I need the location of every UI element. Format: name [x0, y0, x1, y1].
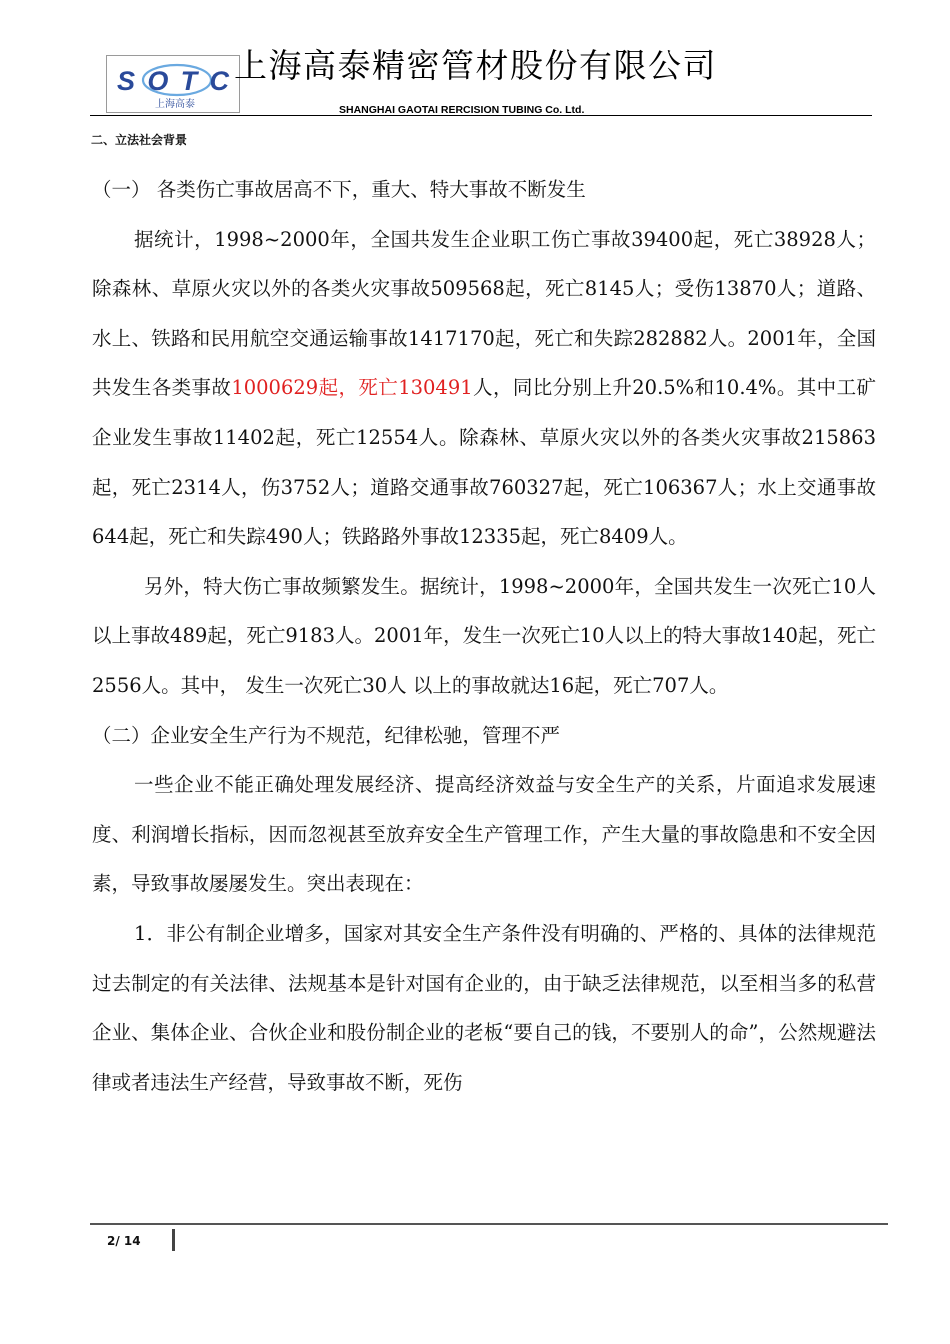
- paragraph-statistics: [92, 215, 876, 562]
- subheading-1: （一） 各类伤亡事故居高不下，重大、特大事故不断发生: [92, 178, 586, 201]
- logo-text: SOTC: [117, 66, 229, 96]
- company-name-cn: 上海高泰精密管材股份有限公司: [234, 46, 717, 85]
- p1-highlight: 1000629起，死亡130491: [231, 376, 473, 400]
- paragraph-enterprise-behavior: 一些企业不能正确处理发展经济、提高经济效益与安全生产的关系，片面追求发展速度、利润增长指标，因而忽视甚至放弃安全生产管理工作，产生大量的事故隐患和不安全因素，导致事故屡屡发生。突出表现在：: [92, 773, 876, 896]
- subheading-2: （二）企业安全生产行为不规范，纪律松驰，管理不严: [92, 723, 561, 747]
- document-body: [92, 165, 876, 1107]
- footer-bar: [172, 1229, 175, 1251]
- p1-text-after: 人，同比分别上升20.5%和10.4%。其中工矿企业发生事故11402起，死亡12554人。除森林、草原火灾以外的各类火灾事故215863起，死亡2314人，伤3752人；道路交通事故760327起，死亡106367人；水上交通事故644起，死亡和失踪490人；铁路路外事故12335起，死亡8409人。: [92, 376, 876, 549]
- sotc-logo-icon: [107, 56, 239, 112]
- logo-subtitle: 上海高泰: [155, 99, 195, 110]
- section-title: 二、立法社会背景: [91, 133, 188, 147]
- paragraph-major-accidents: 另外，特大伤亡事故频繁发生。据统计，1998~2000年，全国共发生一次死亡10人以上事故489起，死亡9183人。2001年，发生一次死亡10人以上的特大事故140起，死亡2556人。其中， 发生一次死亡30人 以上的事故就达16起，死亡707人。: [92, 574, 876, 697]
- company-name-en: SHANGHAI GAOTAI RERCISION TUBING Co. Ltd.: [339, 104, 585, 116]
- page-number: 2/ 14: [107, 1234, 141, 1248]
- company-logo: [106, 55, 240, 113]
- header-divider: [90, 115, 872, 116]
- footer-divider: [90, 1223, 888, 1225]
- p1-text-before: 据统计，1998~2000年，全国共发生企业职工伤亡事故39400起，死亡38928人；除森林、草原火灾以外的各类火灾事故509568起，死亡8145人；受伤13870人；道路、水上、铁路和民用航空交通运输事故1417170起，死亡和失踪282882人。2001年，全国共发生各类事故: [92, 227, 876, 400]
- paragraph-item-1: 1．非公有制企业增多，国家对其安全生产条件没有明确的、严格的、具体的法律规范过去制定的有关法律、法规基本是针对国有企业的，由于缺乏法律规范，以至相当多的私营企业、集体企业、合伙企业和股份制企业的老板“要自己的钱，不要别人的命”，公然规避法律或者违法生产经营，导致事故不断，死伤: [92, 921, 876, 1094]
